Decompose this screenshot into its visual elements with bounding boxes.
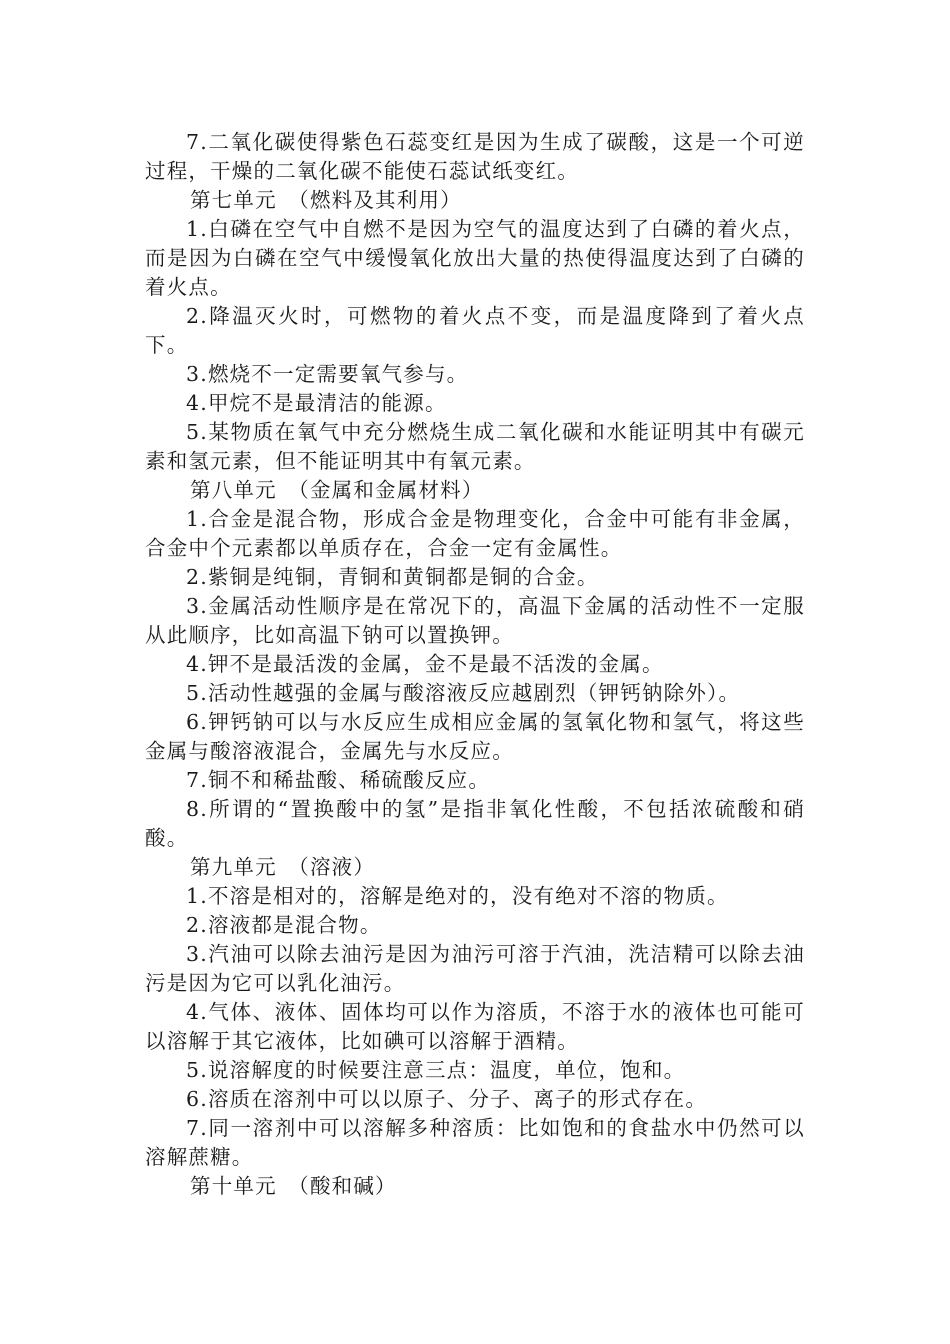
paragraph: 3.汽油可以除去油污是因为油污可溶于汽油，洗洁精可以除去油污是因为它可以乳化油污。 — [145, 942, 805, 995]
paragraph: 3.金属活动性顺序是在常况下的，高温下金属的活动性不一定服从此顺序，比如高温下钠可以置换钾。 — [145, 594, 805, 647]
document-page — [145, 128, 805, 1201]
paragraph: 2.紫铜是纯铜，青铜和黄铜都是铜的合金。 — [186, 565, 599, 589]
paragraph: 1.白磷在空气中自燃不是因为空气的温度达到了白磷的着火点，而是因为白磷在空气中缓慢氧化放出大量的热使得温度达到了白磷的着火点。 — [145, 217, 805, 299]
unit-heading: 第八单元 （金属和金属材料） — [190, 478, 484, 502]
paragraph: 7.铜不和稀盐酸、稀硫酸反应。 — [186, 768, 491, 792]
paragraph: 4.气体、液体、固体均可以作为溶质，不溶于水的液体也可能可以溶解于其它液体，比如碘可以溶解于酒精。 — [145, 1000, 805, 1053]
paragraph: 8.所谓的“置换酸中的氢”是指非氧化性酸，不包括浓硫酸和硝酸。 — [145, 797, 805, 850]
paragraph: 5.某物质在氧气中充分燃烧生成二氧化碳和水能证明其中有碳元素和氢元素，但不能证明其中有氧元素。 — [145, 420, 805, 473]
paragraph: 5.活动性越强的金属与酸溶液反应越剧烈（钾钙钠除外）。 — [186, 681, 741, 705]
unit-heading: 第九单元 （溶液） — [190, 855, 376, 879]
paragraph: 4.钾不是最活泼的金属，金不是最不活泼的金属。 — [186, 652, 664, 676]
paragraph: 7.二氧化碳使得紫色石蕊变红是因为生成了碳酸，这是一个可逆过程，干燥的二氧化碳不能使石蕊试纸变红。 — [145, 130, 805, 183]
paragraph: 4.甲烷不是最清洁的能源。 — [186, 391, 447, 415]
paragraph: 6.溶质在溶剂中可以以原子、分子、离子的形式存在。 — [186, 1087, 708, 1111]
paragraph: 1.合金是混合物，形成合金是物理变化，合金中可能有非金属，合金中个元素都以单质存在，合金一定有金属性。 — [145, 507, 805, 560]
paragraph: 7.同一溶剂中可以溶解多种溶质：比如饱和的食盐水中仍然可以溶解蔗糖。 — [145, 1116, 805, 1169]
paragraph: 1.不溶是相对的，溶解是绝对的，没有绝对不溶的物质。 — [186, 884, 729, 908]
paragraph: 2.溶液都是混合物。 — [186, 913, 382, 937]
unit-heading: 第七单元 （燃料及其利用） — [190, 188, 462, 212]
paragraph: 6.钾钙钠可以与水反应生成相应金属的氢氧化物和氢气，将这些金属与酸溶液混合，金属先与水反应。 — [145, 710, 805, 763]
unit-heading: 第十单元 （酸和碱） — [190, 1174, 397, 1198]
paragraph: 5.说溶解度的时候要注意三点：温度，单位，饱和。 — [186, 1058, 686, 1082]
paragraph: 3.燃烧不一定需要氧气参与。 — [186, 362, 469, 386]
paragraph: 2.降温灭火时，可燃物的着火点不变，而是温度降到了着火点下。 — [145, 304, 805, 357]
